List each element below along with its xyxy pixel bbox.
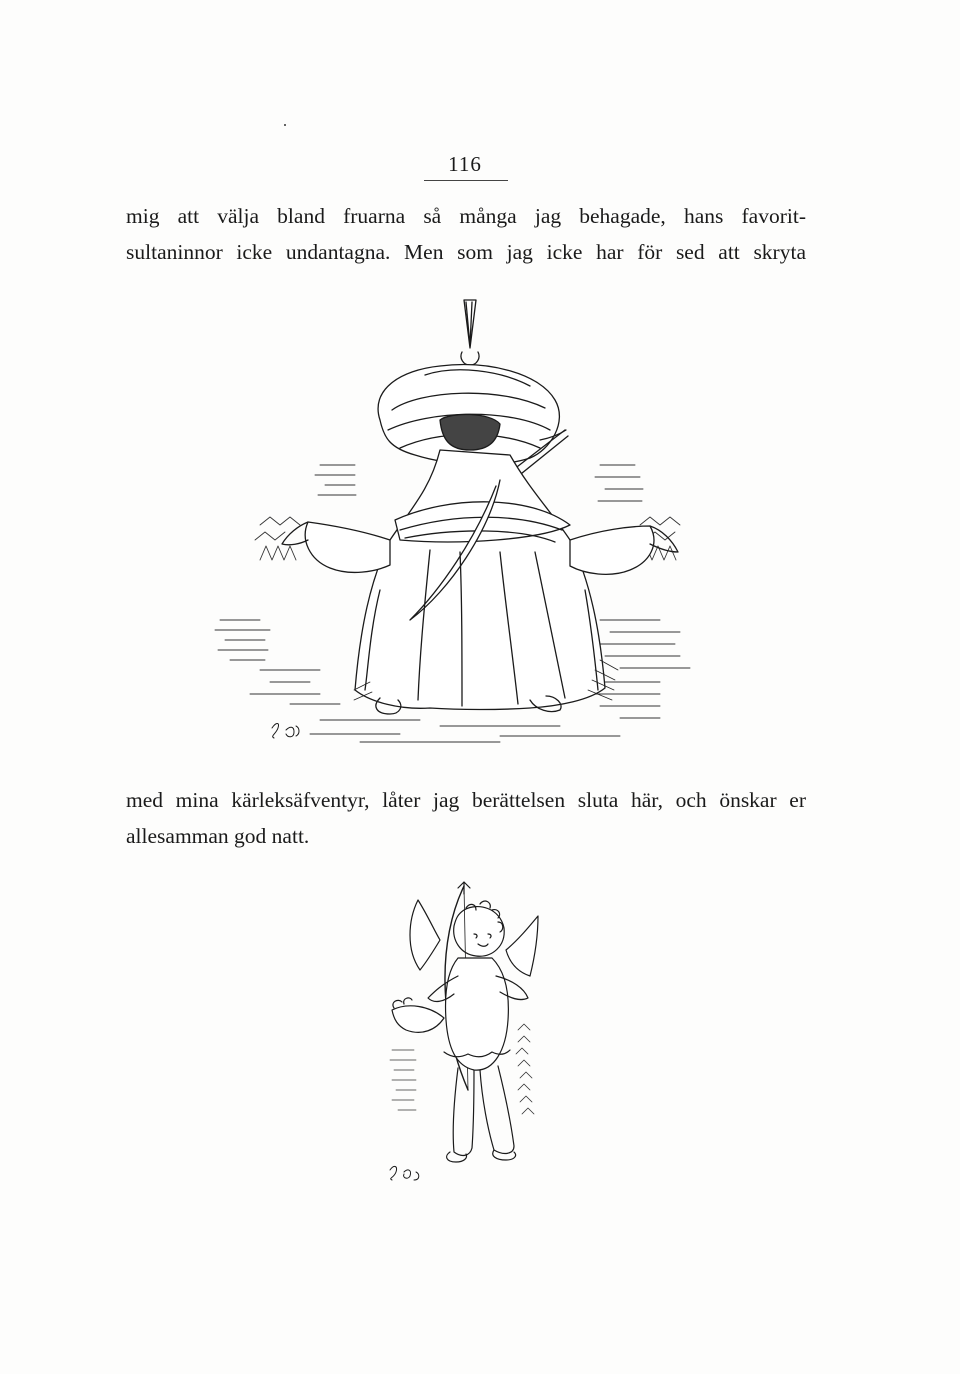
cupid-engraving-icon <box>378 880 558 1185</box>
page-number-rule <box>424 180 508 181</box>
text-line: allesamman god natt. <box>126 824 310 848</box>
sultan-engraving-icon <box>200 290 720 760</box>
paragraph-bottom <box>126 782 806 854</box>
sultan-illustration <box>200 290 720 760</box>
text-line: sultaninnor icke undantagna. Men som jag icke har för sed att skryta <box>126 240 806 264</box>
text-line: mig att välja bland fruarna så många jag behagade, hans favorit- <box>126 204 806 228</box>
ink-speck <box>284 124 286 126</box>
paragraph-top <box>126 198 806 270</box>
cupid-illustration <box>378 880 558 1185</box>
page-number: 116 <box>448 152 482 176</box>
text-line: med mina kärleksäfventyr, låter jag berättelsen sluta här, och önskar er <box>126 788 806 812</box>
